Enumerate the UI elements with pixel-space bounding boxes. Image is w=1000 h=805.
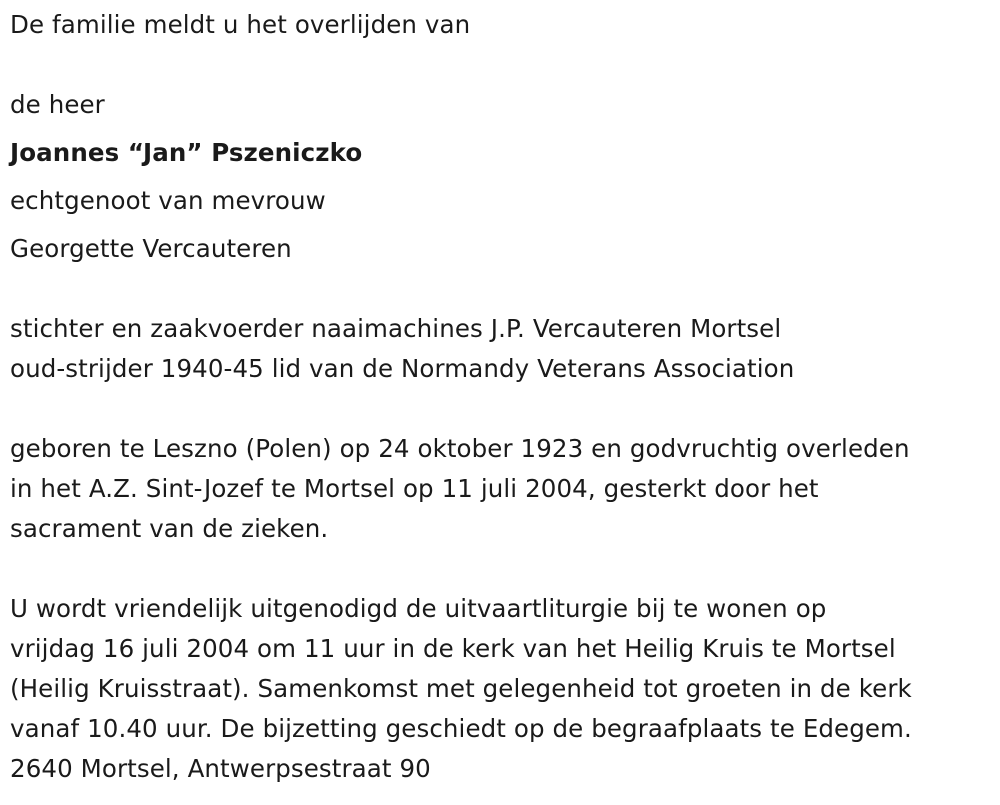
deceased-name: Joannes “Jan” Pszeniczko: [10, 138, 363, 167]
role-line: oud-strijder 1940-45 lid van de Normandy Veterans Association: [10, 354, 795, 383]
birth-death-line: sacrament van de zieken.: [10, 514, 329, 543]
funeral-line: (Heilig Kruisstraat). Samenkomst met gelegenheid tot groeten in de kerk: [10, 674, 912, 703]
funeral-line: vrijdag 16 juli 2004 om 11 uur in de kerk van het Heilig Kruis te Mortsel: [10, 634, 896, 663]
address-text: 2640 Mortsel, Antwerpsestraat 90: [10, 754, 431, 783]
spouse-label: echtgenoot van mevrouw: [10, 186, 326, 215]
birth-death-line: in het A.Z. Sint-Jozef te Mortsel op 11 juli 2004, gesterkt door het: [10, 474, 819, 503]
role-line: stichter en zaakvoerder naaimachines J.P. Vercauteren Mortsel: [10, 314, 782, 343]
birth-death-line: geboren te Leszno (Polen) op 24 oktober 1923 en godvruchtig overleden: [10, 434, 910, 463]
funeral-line: U wordt vriendelijk uitgenodigd de uitvaartliturgie bij te wonen op: [10, 594, 827, 623]
intro-text: De familie meldt u het overlijden van: [10, 10, 471, 39]
salutation-text: de heer: [10, 90, 105, 119]
spouse-name: Georgette Vercauteren: [10, 234, 292, 263]
funeral-line: vanaf 10.40 uur. De bijzetting geschiedt op de begraafplaats te Edegem.: [10, 714, 912, 743]
